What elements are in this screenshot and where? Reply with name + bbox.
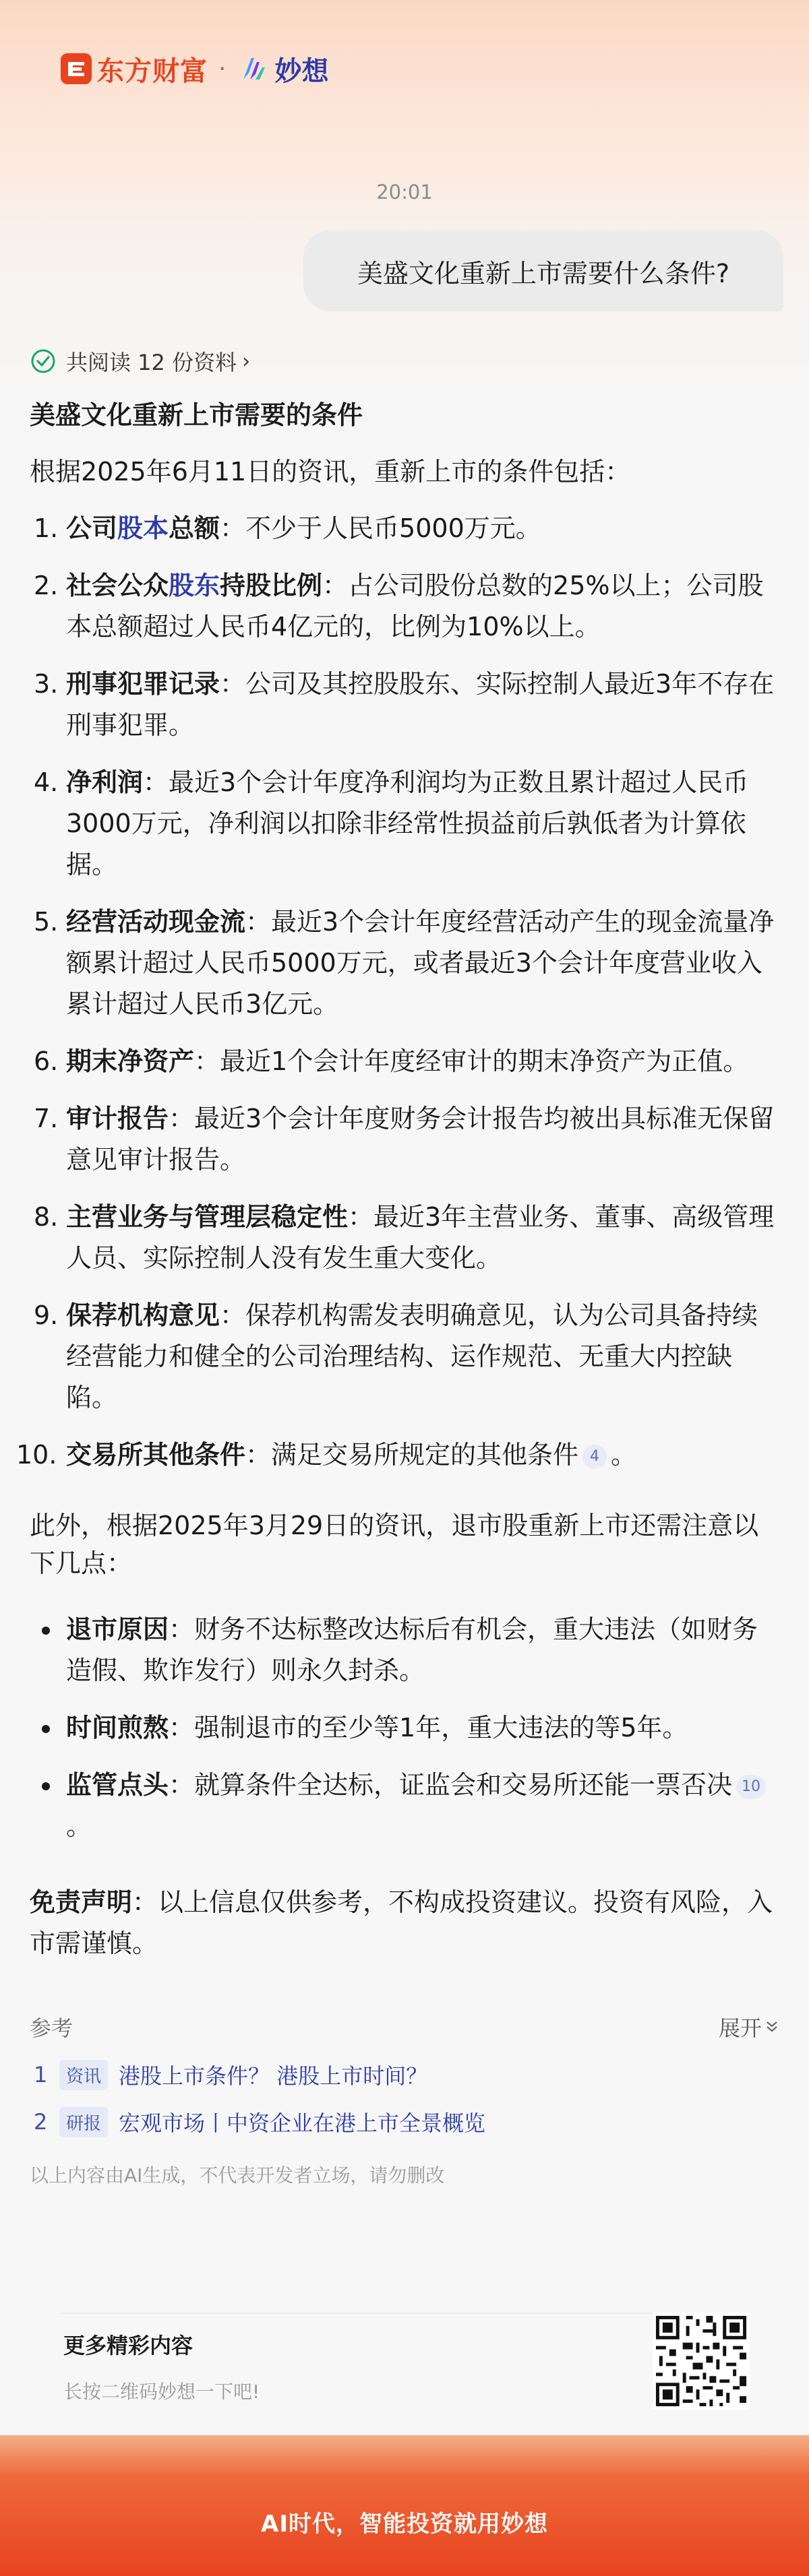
promo-subtitle: 长按二维码妙想一下吧! xyxy=(63,2381,260,2403)
disclaimer-title: 免责声明 xyxy=(30,1887,133,1917)
miaoxiang-logo-icon xyxy=(237,53,269,85)
eastmoney-brand-text: 东方财富 xyxy=(97,55,208,87)
citation-badge[interactable]: 10 xyxy=(736,1775,766,1799)
stock-term-link[interactable]: 股东 xyxy=(169,571,220,600)
condition-number: 6. xyxy=(34,1046,59,1076)
condition-title: 主营业务与管理层稳定性 xyxy=(66,1202,349,1232)
bullet-dot xyxy=(42,1782,50,1790)
qr-code[interactable] xyxy=(653,2313,750,2410)
condition-item xyxy=(30,1295,782,1418)
logo-separator: · xyxy=(218,55,227,83)
condition-title: 公司股本总额 xyxy=(66,513,220,543)
bullet-dot xyxy=(42,1725,50,1733)
condition-number: 8. xyxy=(34,1202,59,1232)
condition-item xyxy=(16,1435,782,1476)
condition-number: 5. xyxy=(34,907,59,937)
condition-text: ：不少于人民币5000万元。 xyxy=(220,513,541,543)
citation-badge[interactable]: 4 xyxy=(582,1445,607,1469)
condition-item xyxy=(30,902,782,1025)
extra-notes-list xyxy=(30,1609,782,1847)
reference-title-link[interactable]: 宏观市场丨中资企业在港上市全景概览 xyxy=(119,2110,486,2136)
condition-text: ：最近3年主营业务、董事、高级管理人员、实际控制人没有发生重大变化。 xyxy=(66,1202,775,1273)
condition-text: ：保荐机构需发表明确意见，认为公司具备持续经营能力和健全的公司治理结构、运作规范、无重大内控缺陷。 xyxy=(66,1300,758,1412)
condition-item xyxy=(30,565,782,648)
chevron-right-icon: › xyxy=(242,349,251,373)
reference-tag: 资讯 xyxy=(59,2060,108,2090)
condition-text: ：最近1个会计年度经审计的期末净资产为正值。 xyxy=(194,1046,749,1076)
condition-item xyxy=(30,1197,782,1279)
note-title: 时间煎熬 xyxy=(66,1713,169,1742)
references-header xyxy=(30,2010,782,2044)
condition-text: ：最近3个会计年度经营活动产生的现金流量净额累计超过人民币5000万元，或者最近3个会计年度营业收入累计超过人民币3亿元。 xyxy=(66,907,775,1019)
answer-intro: 根据2025年6月11日的资讯，重新上市的条件包括： xyxy=(30,457,631,486)
condition-text: ：最近3个会计年度财务会计报告均被出具标准无保留意见审计报告。 xyxy=(66,1104,775,1174)
reference-tag: 研报 xyxy=(59,2107,108,2137)
note-tail: 。 xyxy=(66,1811,92,1841)
eastmoney-logo xyxy=(61,50,208,88)
note-title: 退市原因 xyxy=(66,1614,169,1644)
ai-answer xyxy=(16,342,782,2188)
reference-title-link[interactable]: 港股上市条件？ 港股上市时间？ xyxy=(119,2063,428,2089)
condition-text: ：占公司股份总数的25%以上；公司股本总额超过人民币4亿元的，比例为10%以上。 xyxy=(66,571,764,641)
condition-title: 刑事犯罪记录 xyxy=(66,669,220,699)
extra-intro: 此外，根据2025年3月29日的资讯，退市股重新上市还需注意以下几点： xyxy=(30,1511,759,1578)
condition-item xyxy=(30,762,782,885)
condition-title: 交易所其他条件 xyxy=(66,1440,246,1470)
note-item xyxy=(30,1707,782,1749)
condition-title: 审计报告 xyxy=(66,1104,169,1133)
condition-number: 10. xyxy=(16,1440,57,1470)
condition-item xyxy=(30,1098,782,1181)
header-logos xyxy=(61,49,328,89)
promo-title: 更多精彩内容 xyxy=(63,2333,193,2358)
condition-title: 净利润 xyxy=(66,767,144,797)
note-item xyxy=(30,1609,782,1691)
note-text: ：强制退市的至少等1年，重大违法的等5年。 xyxy=(169,1713,688,1742)
read-sources-toggle[interactable] xyxy=(30,342,782,380)
double-chevron-down-icon xyxy=(762,2017,782,2037)
note-text: ：财务不达标整改达标后有机会，重大违法（如财务造假、欺诈发行）则永久封杀。 xyxy=(66,1614,758,1685)
stock-term-link[interactable]: 股本 xyxy=(117,513,169,543)
condition-number: 2. xyxy=(34,571,59,600)
condition-title: 保荐机构意见 xyxy=(66,1300,220,1330)
more-content-promo xyxy=(63,2323,260,2404)
miaoxiang-brand-text: 妙想 xyxy=(274,55,329,87)
disclaimer xyxy=(30,1882,782,1964)
answer-title: 美盛文化重新上市需要的条件 xyxy=(30,400,363,430)
condition-number: 9. xyxy=(34,1300,59,1330)
condition-number: 3. xyxy=(34,669,59,699)
condition-title: 经营活动现金流 xyxy=(66,907,246,937)
reference-item[interactable] xyxy=(30,2059,782,2091)
reference-number: 2 xyxy=(34,2109,48,2135)
condition-text: ：最近3个会计年度净利润均为正数且累计超过人民币3000万元，净利润以扣除非经常性损益前后孰低者为计算依据。 xyxy=(66,767,749,879)
expand-label: 展开 xyxy=(718,2015,762,2041)
read-sources-label: 共阅读 12 份资料 xyxy=(66,350,237,375)
condition-number: 4. xyxy=(34,767,59,797)
footer-slogan: AI时代，智能投资就用妙想 xyxy=(261,2511,548,2538)
user-message-bubble: 美盛文化重新上市需要什么条件? xyxy=(303,230,783,311)
note-item xyxy=(30,1765,782,1847)
condition-tail: 。 xyxy=(611,1440,637,1470)
reference-number: 1 xyxy=(34,2062,48,2087)
condition-title: 社会公众股东持股比例 xyxy=(66,571,323,600)
footer-banner xyxy=(0,2435,809,2576)
condition-text: ：满足交易所规定的其他条件 xyxy=(245,1440,579,1470)
condition-item xyxy=(30,1041,782,1082)
message-timestamp: 20:01 xyxy=(376,181,433,203)
ai-generated-note: 以上内容由AI生成，不代表开发者立场，请勿删改 xyxy=(30,2164,445,2187)
condition-item xyxy=(30,664,782,746)
references-expand-button[interactable] xyxy=(719,2011,782,2042)
condition-number: 1. xyxy=(34,513,59,543)
references-label: 参考 xyxy=(30,2015,73,2041)
section-divider xyxy=(59,2313,750,2314)
disclaimer-text: ：以上信息仅供参考，不构成投资建议。投资有风险，入市需谨慎。 xyxy=(30,1887,773,1958)
bullet-dot xyxy=(42,1627,50,1635)
condition-item xyxy=(30,508,782,549)
eastmoney-logo-icon xyxy=(61,53,92,84)
note-title: 监管点头 xyxy=(66,1770,169,1800)
check-circle-icon xyxy=(30,348,57,375)
reference-item[interactable] xyxy=(30,2106,782,2138)
condition-number: 7. xyxy=(34,1104,59,1133)
note-text: ：就算条件全达标，证监会和交易所还能一票否决 xyxy=(169,1770,733,1800)
condition-text: ：公司及其控股股东、实际控制人最近3年不存在刑事犯罪。 xyxy=(66,669,775,740)
conditions-list xyxy=(16,508,782,1476)
condition-title: 期末净资产 xyxy=(66,1046,195,1076)
